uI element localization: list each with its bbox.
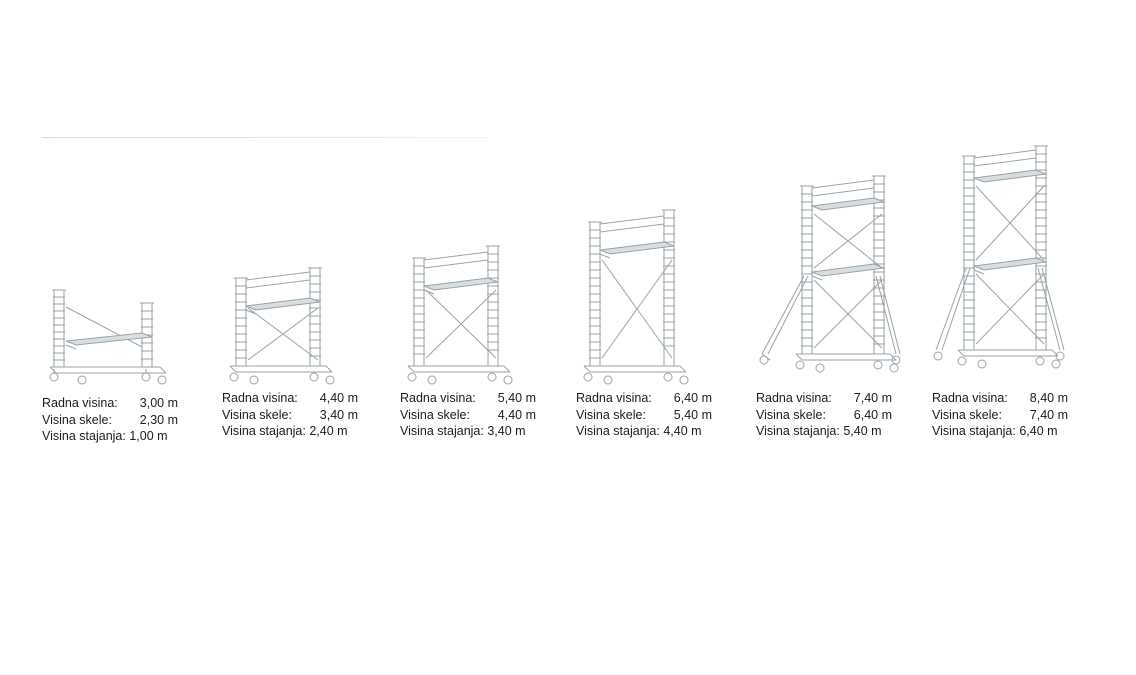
spec-working-height-row-6 <box>932 390 1068 407</box>
spec-working-height-label: Radna visina: <box>42 396 118 410</box>
specs-3 <box>400 390 536 440</box>
spec-platform-height-value: 4,40 m <box>663 424 702 438</box>
spec-working-height-value: 6,40 m <box>673 391 712 405</box>
spec-working-height-row-1 <box>42 395 178 412</box>
spec-working-height-row-2 <box>222 390 358 407</box>
spec-working-height-value: 8,40 m <box>1029 391 1068 405</box>
spec-scaffold-height-row-5 <box>756 407 892 424</box>
variant-5 <box>756 168 931 438</box>
spec-platform-height-row-4 <box>576 423 702 440</box>
spec-platform-height-row-1 <box>42 428 168 445</box>
spec-working-height-label: Radna visina: <box>576 391 652 405</box>
variant-3 <box>400 230 575 438</box>
spec-platform-height-row-3 <box>400 423 526 440</box>
header-divider <box>42 137 488 138</box>
spec-scaffold-height-label: Visina skele: <box>756 407 826 422</box>
spec-scaffold-height-row-6 <box>932 407 1068 424</box>
spec-working-height-row-4 <box>576 390 712 407</box>
scaffold-drawing-1 <box>42 285 172 390</box>
spec-platform-height-label: Visina stajanja: <box>576 424 660 438</box>
spec-working-height-value: 4,40 m <box>319 391 358 405</box>
spec-platform-height-value: 3,40 m <box>487 424 526 438</box>
spec-working-height-label: Radna visina: <box>756 391 832 405</box>
spec-scaffold-height-label: Visina skele: <box>42 412 112 427</box>
spec-scaffold-height-value: 3,40 m <box>319 407 358 422</box>
variant-1 <box>42 290 212 443</box>
spec-platform-height-row-5 <box>756 423 882 440</box>
spec-scaffold-height-row-3 <box>400 407 536 424</box>
spec-platform-height-value: 6,40 m <box>1019 424 1058 438</box>
spec-working-height-value: 7,40 m <box>853 391 892 405</box>
spec-platform-height-row-6 <box>932 423 1058 440</box>
spec-platform-height-label: Visina stajanja: <box>222 424 306 438</box>
scaffold-drawing-3 <box>400 230 520 390</box>
spec-platform-height-value: 2,40 m <box>309 424 348 438</box>
spec-working-height-row-3 <box>400 390 536 407</box>
spec-platform-height-label: Visina stajanja: <box>932 424 1016 438</box>
specs-5 <box>756 390 892 440</box>
spec-platform-height-label: Visina stajanja: <box>756 424 840 438</box>
spec-working-height-value: 5,40 m <box>497 391 536 405</box>
specs-2 <box>222 390 358 440</box>
specs-4 <box>576 390 712 440</box>
spec-scaffold-height-row-2 <box>222 407 358 424</box>
spec-platform-height-value: 5,40 m <box>843 424 882 438</box>
spec-scaffold-height-label: Visina skele: <box>222 407 292 422</box>
variant-2 <box>222 260 392 438</box>
spec-scaffold-height-label: Visina skele: <box>576 407 646 422</box>
spec-working-height-label: Radna visina: <box>222 391 298 405</box>
spec-platform-height-value: 1,00 m <box>129 429 168 443</box>
spec-scaffold-height-value: 7,40 m <box>1029 407 1068 422</box>
spec-scaffold-height-value: 5,40 m <box>673 407 712 422</box>
spec-platform-height-row-2 <box>222 423 348 440</box>
spec-scaffold-height-value: 2,30 m <box>139 412 178 427</box>
specs-1 <box>42 395 178 445</box>
scaffold-drawing-6 <box>932 138 1072 390</box>
spec-scaffold-height-value: 4,40 m <box>497 407 536 422</box>
spec-platform-height-label: Visina stajanja: <box>400 424 484 438</box>
spec-platform-height-label: Visina stajanja: <box>42 429 126 443</box>
spec-scaffold-height-row-1 <box>42 412 178 429</box>
scaffold-drawing-5 <box>756 168 906 390</box>
spec-scaffold-height-row-4 <box>576 407 712 424</box>
spec-scaffold-height-label: Visina skele: <box>400 407 470 422</box>
spec-working-height-row-5 <box>756 390 892 407</box>
spec-working-height-label: Radna visina: <box>932 391 1008 405</box>
scaffold-drawing-2 <box>222 260 342 390</box>
spec-scaffold-height-value: 6,40 m <box>853 407 892 422</box>
variant-6 <box>932 138 1107 438</box>
specs-6 <box>932 390 1068 440</box>
scaffold-drawing-4 <box>576 200 696 390</box>
variant-4 <box>576 200 751 438</box>
spec-working-height-label: Radna visina: <box>400 391 476 405</box>
spec-scaffold-height-label: Visina skele: <box>932 407 1002 422</box>
spec-working-height-value: 3,00 m <box>139 396 178 410</box>
